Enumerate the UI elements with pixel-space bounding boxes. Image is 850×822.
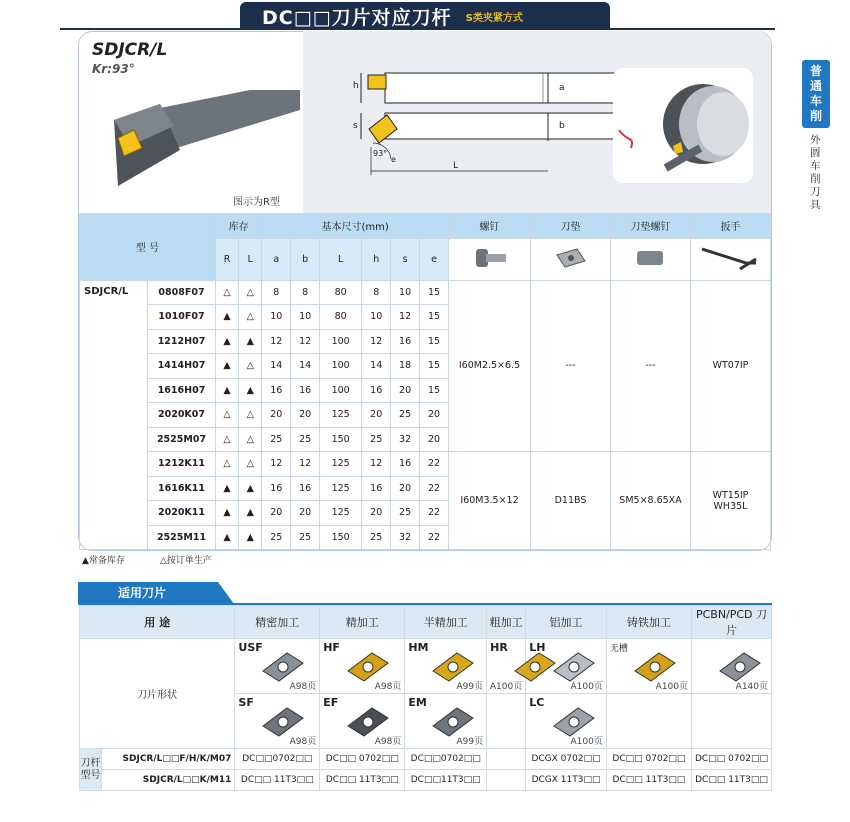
- cell: 125: [320, 501, 362, 526]
- insert-cell-empty: [692, 694, 772, 749]
- cell: 20: [291, 403, 320, 428]
- cell: 25: [391, 501, 420, 526]
- insert-page: A98页: [289, 737, 317, 747]
- insert-cell: [606, 639, 691, 694]
- cell: △: [239, 305, 262, 330]
- insert-cell: [526, 694, 607, 749]
- cell: 16: [391, 452, 420, 477]
- tool-holder-image: [100, 90, 300, 200]
- group2-wrench-1: WT15IP: [712, 489, 749, 501]
- group1-pad-screw: ---: [611, 280, 691, 452]
- cell: 16: [291, 476, 320, 501]
- dim-angle-label: 93°: [373, 149, 388, 158]
- col-pad-header: 刀垫: [531, 214, 611, 239]
- table-row: [80, 280, 771, 305]
- insert-code: EM: [408, 696, 427, 709]
- holder-cell: DC□□ 0702□□: [320, 749, 405, 770]
- cell: 16: [262, 476, 291, 501]
- holder-cell: DC□□ 0702□□: [606, 749, 691, 770]
- insert-code: HF: [323, 641, 340, 654]
- cell: △: [239, 280, 262, 305]
- pad-icon: [531, 238, 611, 280]
- holder-cell: DC□□ 11T3□□: [320, 770, 405, 791]
- product-kr-angle: Kr:93°: [92, 62, 135, 76]
- dim-a-label: a: [559, 83, 565, 93]
- insert-code: HM: [408, 641, 429, 654]
- insert-cell-empty: [606, 694, 691, 749]
- holder-cell: DC□□0702□□: [235, 749, 320, 770]
- insert-page: A100页: [570, 682, 603, 692]
- dim-h-label: h: [353, 81, 359, 91]
- cell: 2525M07: [148, 427, 216, 452]
- cell: 18: [391, 354, 420, 379]
- cell: 8: [362, 280, 391, 305]
- cell: ▲: [239, 525, 262, 550]
- insert-cell: [320, 639, 405, 694]
- usage-col: 半精加工: [405, 606, 487, 639]
- cell: 25: [262, 525, 291, 550]
- insert-page: A98页: [374, 737, 402, 747]
- cell: 100: [320, 354, 362, 379]
- cell: 22: [420, 476, 449, 501]
- cell: 22: [420, 525, 449, 550]
- cell: 0808F07: [148, 280, 216, 305]
- header-divider: [60, 28, 775, 30]
- cell: 8: [291, 280, 320, 305]
- holder-cell: DC□□ 0702□□: [692, 749, 772, 770]
- cell: 25: [291, 525, 320, 550]
- cell: 12: [291, 452, 320, 477]
- sub-header-b: b: [291, 238, 320, 280]
- cell: 25: [362, 525, 391, 550]
- sub-header-e: e: [420, 238, 449, 280]
- pad-screw-icon: [611, 238, 691, 280]
- legend-stock: ▲常备库存: [82, 556, 125, 566]
- image-caption: 图示为R型: [233, 197, 280, 208]
- cell: ▲: [239, 329, 262, 354]
- cell: 22: [420, 452, 449, 477]
- shape-label: 刀片形状: [80, 639, 235, 749]
- cell: 10: [362, 305, 391, 330]
- cell: 125: [320, 452, 362, 477]
- cell: 25: [262, 427, 291, 452]
- insert-cell: [526, 639, 607, 694]
- cell: 15: [420, 329, 449, 354]
- cell: 16: [291, 378, 320, 403]
- holder-cell: [487, 770, 526, 791]
- holder-cell: DC□□0702□□: [405, 749, 487, 770]
- group2-screw: I60M3.5×12: [449, 452, 531, 550]
- cell: △: [239, 427, 262, 452]
- col-stock-header: 库存: [216, 214, 262, 239]
- cell: 20: [262, 501, 291, 526]
- sub-header-r: R: [216, 238, 239, 280]
- insert-cell: [692, 639, 772, 694]
- cell: ▲: [216, 305, 239, 330]
- group2-pad: D11BS: [531, 452, 611, 550]
- cell: 16: [391, 329, 420, 354]
- holder-cell: [487, 749, 526, 770]
- cell: 1616H07: [148, 378, 216, 403]
- group1-pad: ---: [531, 280, 611, 452]
- insert-page: A98页: [289, 682, 317, 692]
- cell: ▲: [216, 354, 239, 379]
- usage-col: 铝加工: [526, 606, 607, 639]
- cell: △: [216, 280, 239, 305]
- cell: 16: [362, 476, 391, 501]
- cell: 12: [262, 329, 291, 354]
- col-model-header: 型 号: [80, 214, 216, 281]
- wrench-icon: [691, 238, 771, 280]
- side-tab[interactable]: [802, 60, 830, 128]
- cell: 10: [291, 305, 320, 330]
- cell: 10: [391, 280, 420, 305]
- insert-cell: [405, 694, 487, 749]
- cell: 20: [391, 378, 420, 403]
- cell: 150: [320, 427, 362, 452]
- sub-header-l: L: [239, 238, 262, 280]
- holder-cell: DC□□ 11T3□□: [692, 770, 772, 791]
- screw-icon: [449, 238, 531, 280]
- cell: 25: [391, 403, 420, 428]
- cell: 1212K11: [148, 452, 216, 477]
- cell: 150: [320, 525, 362, 550]
- col-dims-header: 基本尺寸(mm): [262, 214, 449, 239]
- cell: 2020K07: [148, 403, 216, 428]
- cell: 20: [420, 427, 449, 452]
- cell: 20: [362, 501, 391, 526]
- cell: 2020K11: [148, 501, 216, 526]
- cell: △: [239, 452, 262, 477]
- cell: ▲: [216, 329, 239, 354]
- cell: 12: [262, 452, 291, 477]
- usage-col: 精密加工: [235, 606, 320, 639]
- side-tab-label: 普通车削: [809, 64, 822, 123]
- cell: 14: [262, 354, 291, 379]
- cell: 1616K11: [148, 476, 216, 501]
- insert-page: A100页: [655, 682, 688, 692]
- col-wrench-header: 扳手: [691, 214, 771, 239]
- holder-spec-table: [79, 213, 771, 550]
- usage-col: 精加工: [320, 606, 405, 639]
- cell: △: [239, 354, 262, 379]
- cell: △: [239, 403, 262, 428]
- cell: 1010F07: [148, 305, 216, 330]
- cell: 80: [320, 305, 362, 330]
- usage-header: 用 途: [80, 606, 235, 639]
- page-title: DC□□刀片对应刀杆: [262, 6, 452, 29]
- usage-col: 粗加工: [487, 606, 526, 639]
- insert-page: A140页: [735, 682, 768, 692]
- holder-model: SDJCR/L□□K/M11: [102, 770, 235, 791]
- holder-cell: DCGX 0702□□: [526, 749, 607, 770]
- sub-header-h: h: [362, 238, 391, 280]
- cell: 20: [362, 403, 391, 428]
- cell: 14: [362, 354, 391, 379]
- cell: △: [216, 403, 239, 428]
- cell: 20: [262, 403, 291, 428]
- sub-header-s: s: [391, 238, 420, 280]
- cell: 100: [320, 378, 362, 403]
- insert-code: SF: [238, 696, 254, 709]
- holder-cell: DCGX 11T3□□: [526, 770, 607, 791]
- cell: 1212H07: [148, 329, 216, 354]
- section-title: 适用刀片: [78, 582, 218, 604]
- cell: ▲: [239, 476, 262, 501]
- insert-page: A99页: [456, 737, 484, 747]
- group1-screw: I60M2.5×6.5: [449, 280, 531, 452]
- holder-cell: DC□□ 11T3□□: [606, 770, 691, 791]
- group2-wrench: [691, 452, 771, 550]
- cell: △: [216, 427, 239, 452]
- cell: 100: [320, 329, 362, 354]
- insert-code: 无槽: [609, 644, 628, 654]
- cell: 20: [291, 501, 320, 526]
- insert-code: LC: [529, 696, 545, 709]
- insert-cell: [405, 639, 487, 694]
- cell: 10: [262, 305, 291, 330]
- holder-label: 刀杆型号: [80, 749, 102, 791]
- machining-photo: [613, 68, 753, 183]
- sub-header-a: a: [262, 238, 291, 280]
- cell: ▲: [239, 378, 262, 403]
- cell: 15: [420, 354, 449, 379]
- sub-header-length: L: [320, 238, 362, 280]
- cell: 15: [420, 378, 449, 403]
- dim-b-label: b: [559, 121, 565, 131]
- cell: 125: [320, 403, 362, 428]
- insert-code: EF: [323, 696, 339, 709]
- cell: 15: [420, 280, 449, 305]
- cell: 80: [320, 280, 362, 305]
- cell: ▲: [216, 525, 239, 550]
- cell: 12: [362, 329, 391, 354]
- dim-l-label: L: [453, 161, 459, 171]
- insert-cell: [235, 694, 320, 749]
- insert-page: A98页: [374, 682, 402, 692]
- insert-cell: [320, 694, 405, 749]
- usage-col: 铸铁加工: [606, 606, 691, 639]
- product-model: SDJCR/L: [92, 40, 168, 60]
- cell: 16: [262, 378, 291, 403]
- cell: 20: [420, 403, 449, 428]
- cell: ▲: [239, 501, 262, 526]
- insert-code: USF: [238, 641, 263, 654]
- cell: 20: [391, 476, 420, 501]
- cell: 14: [291, 354, 320, 379]
- col-screw-header: 螺钉: [449, 214, 531, 239]
- page-subtitle: S类夹紧方式: [465, 12, 523, 24]
- cell: 32: [391, 525, 420, 550]
- group2-pad-screw: SM5×8.65XA: [611, 452, 691, 550]
- cell: 32: [391, 427, 420, 452]
- insert-page: A99页: [456, 682, 484, 692]
- insert-page: A100页: [489, 682, 523, 692]
- insert-code: HR: [490, 641, 508, 654]
- insert-page: A100页: [570, 737, 603, 747]
- side-section-label: 外圆车削刀具: [810, 134, 821, 211]
- cell: 1414H07: [148, 354, 216, 379]
- cell: 25: [291, 427, 320, 452]
- cell: ▲: [216, 476, 239, 501]
- dim-s-label: s: [353, 121, 358, 131]
- cell: 12: [362, 452, 391, 477]
- cell: △: [216, 452, 239, 477]
- legend-order: △按订单生产: [160, 556, 212, 566]
- dim-e-label: e: [391, 155, 396, 164]
- group1-wrench: WT07IP: [691, 280, 771, 452]
- cell: ▲: [216, 501, 239, 526]
- cell: 16: [362, 378, 391, 403]
- group2-wrench-2: WH35L: [713, 500, 748, 512]
- cell: 22: [420, 501, 449, 526]
- usage-col: PCBN/PCD 刀片: [692, 606, 772, 639]
- insert-code: LH: [529, 641, 546, 654]
- cell: 15: [420, 305, 449, 330]
- cell: 8: [262, 280, 291, 305]
- holder-model: SDJCR/L□□F/H/K/M07: [102, 749, 235, 770]
- holder-cell: DC□□ 11T3□□: [235, 770, 320, 791]
- series-name: SDJCR/L: [80, 280, 148, 550]
- cell: 12: [291, 329, 320, 354]
- insert-table: [79, 605, 772, 791]
- cell: ▲: [216, 378, 239, 403]
- cell: 25: [362, 427, 391, 452]
- turning-illustration: [613, 68, 753, 183]
- insert-cell: [235, 639, 320, 694]
- cell: 12: [391, 305, 420, 330]
- cell: 125: [320, 476, 362, 501]
- table-row: [80, 452, 771, 477]
- holder-cell: DC□□11T3□□: [405, 770, 487, 791]
- col-pad-screw-header: 刀垫螺钉: [611, 214, 691, 239]
- cell: 2525M11: [148, 525, 216, 550]
- insert-cell: [487, 639, 526, 694]
- insert-cell-empty: [487, 694, 526, 749]
- page-header: [240, 2, 610, 30]
